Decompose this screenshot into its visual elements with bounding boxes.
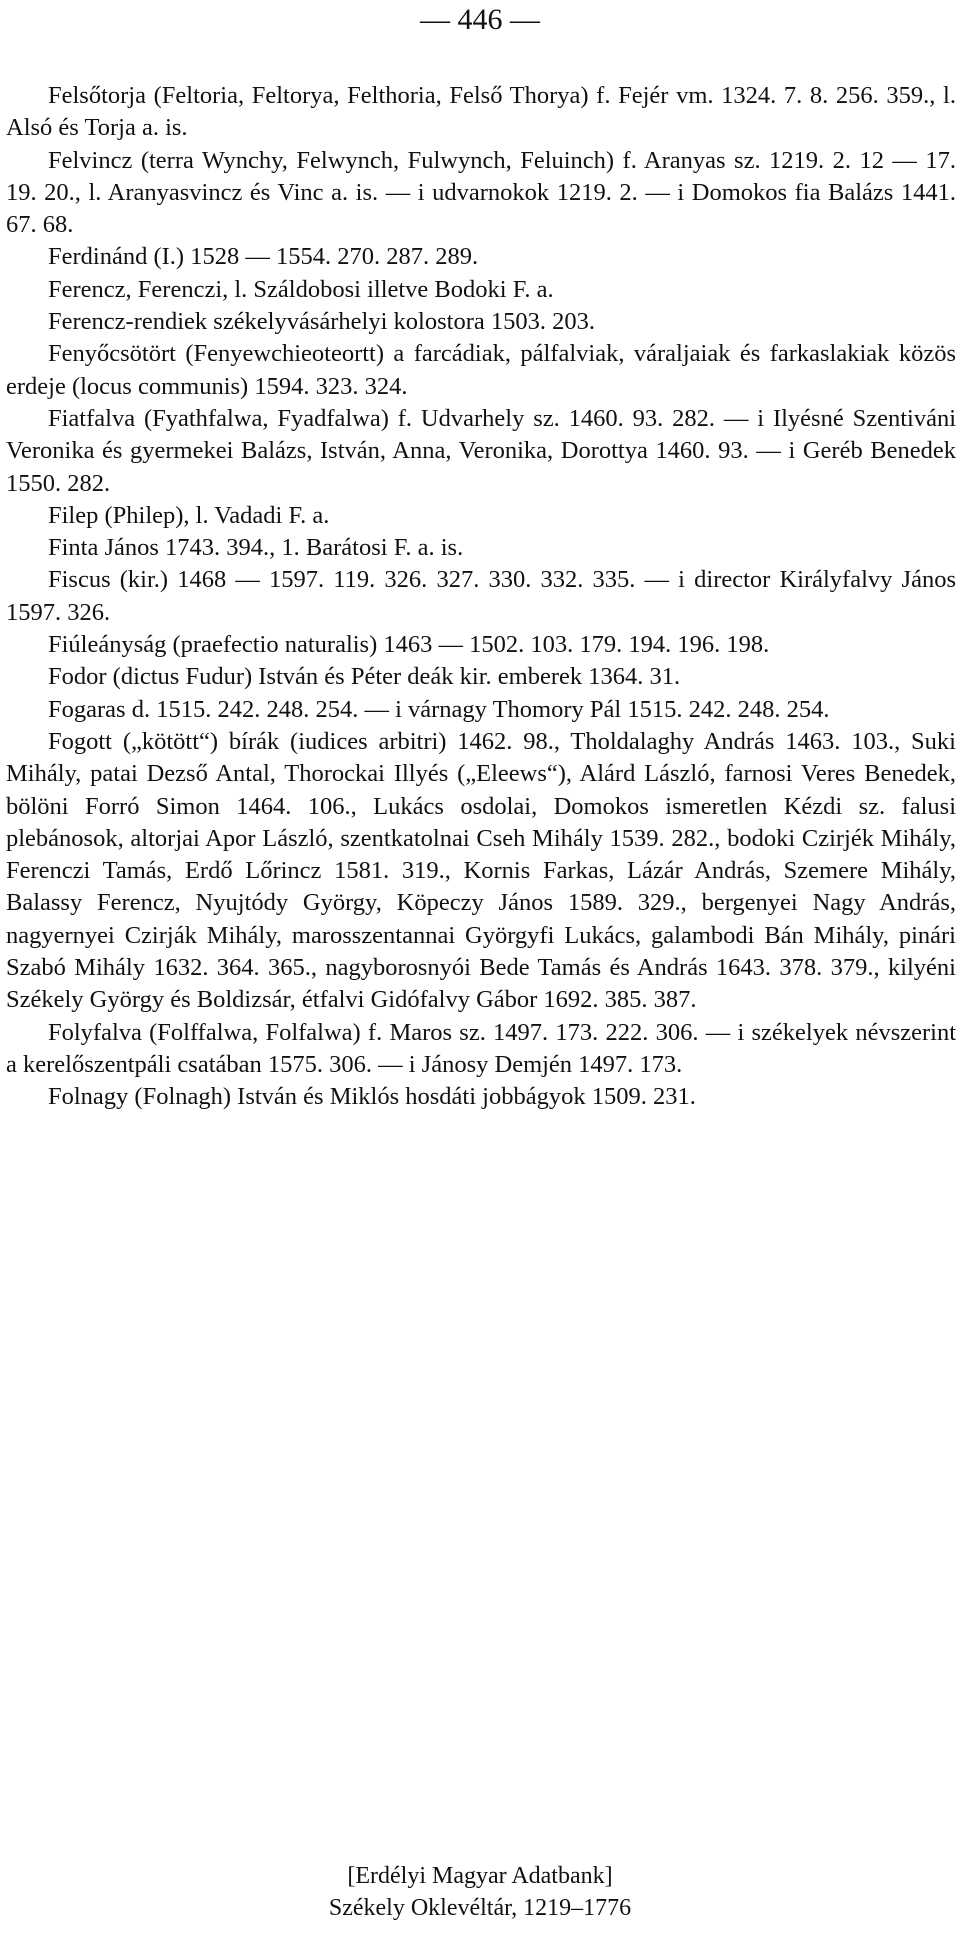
index-entry: Fiúleányság (praefectio naturalis) 1463 — 1502. 103. 179. 194. 196. 198. [48, 631, 770, 659]
index-entry: Finta János 1743. 394., 1. Barátosi F. a. is. [48, 534, 464, 562]
index-entry: Fogott („kötött“) bírák (iudices arbitri) 1462. 98., Tholdalaghy András 1463. 103., Suki Mihály, patai Dezső Antal, Thorockai Illyés („Eleews“), Alárd László, farnosi Veres Benedek, bölöni Forró Simon 1464. 106., Lukács osdolai, Domokos ismeretlen Kézdi sz. falusi plebánosok, altorjai Apor László, szentkatolnai Cseh Mihály 1539. 282., bodoki Czirjék Mihály, Ferenczi Tamás, Erdő Lőrincz 1581. 319., Kornis Farkas, Lázár András, Szemere Mihály, Balassy Ferencz, Nyujtódy György, Köpeczy János 1589. 329., bergenyei Nagy András, nagyernyei Czirják Mihály, marosszentannai Györgyfi Lukács, galambodi Bán Mihály, pinári Szabó Mihály 1632. 364. 365., nagyborosnyói Bede Tamás és András 1643. 378. 379., kilyéni Székely György és Boldizsár, étfalvi Gidófalvy Gábor 1692. 385. 387. [6, 727, 956, 1014]
index-entry: Felvincz (terra Wynchy, Felwynch, Fulwynch, Feluinch) f. Aranyas sz. 1219. 2. 12 — 17. 19. 20., l. Aranyasvincz és Vinc a. is. — i udvarnokok 1219. 2. — i Domokos fia Balázs 1441. 67. 68. [6, 146, 956, 239]
index-entry: Ferencz, Ferenczi, l. Száldobosi illetve Bodoki F. a. [48, 275, 554, 303]
index-entry: Folnagy (Folnagh) István és Miklós hosdáti jobbágyok 1509. 231. [48, 1083, 696, 1111]
index-entry: Felsőtorja (Feltoria, Feltorya, Felthoria, Felső Thorya) f. Fejér vm. 1324. 7. 8. 256. 359., l. Alsó és Torja a. is. [6, 82, 956, 142]
footer-source: [Erdélyi Magyar Adatbank] [347, 1863, 613, 1889]
index-entry: Fiscus (kir.) 1468 — 1597. 119. 326. 327. 330. 332. 335. — i director Királyfalvy János 1597. 326. [6, 566, 956, 626]
page-footer [0, 1860, 960, 1924]
index-entry: Filep (Philep), l. Vadadi F. a. [48, 501, 330, 529]
index-entry: Folyfalva (Folffalwa, Folfalwa) f. Maros sz. 1497. 173. 222. 306. — i székelyek névszerint a kerelőszentpáli csatában 1575. 306. — i Jánosy Demjén 1497. 173. [6, 1018, 956, 1078]
index-entry: Fodor (dictus Fudur) István és Péter deák kir. emberek 1364. 31. [48, 663, 681, 691]
footer-title: Székely Oklevéltár, 1219–1776 [328, 1895, 632, 1921]
index-entry: Fiatfalva (Fyathfalwa, Fyadfalwa) f. Udvarhely sz. 1460. 93. 282. — i Ilyésné Szentiváni Veronika és gyermekei Balázs, István, Anna, Veronika, Dorottya 1460. 93. — i Geréb Benedek 1550. 282. [6, 404, 956, 497]
page-number: — 446 — [420, 3, 540, 36]
index-entry: Ferdinánd (I.) 1528 — 1554. 270. 287. 289. [48, 243, 479, 271]
index-entry: Fenyőcsötört (Fenyewchieoteortt) a farcádiak, pálfalviak, váraljaiak és farkaslakiak közös erdeje (locus communis) 1594. 323. 324. [6, 340, 956, 400]
index-entry: Fogaras d. 1515. 242. 248. 254. — i várnagy Thomory Pál 1515. 242. 248. 254. [48, 695, 830, 723]
index-entries [6, 80, 956, 1114]
index-entry: Ferencz-rendiek székelyvásárhelyi kolostora 1503. 203. [48, 308, 595, 336]
